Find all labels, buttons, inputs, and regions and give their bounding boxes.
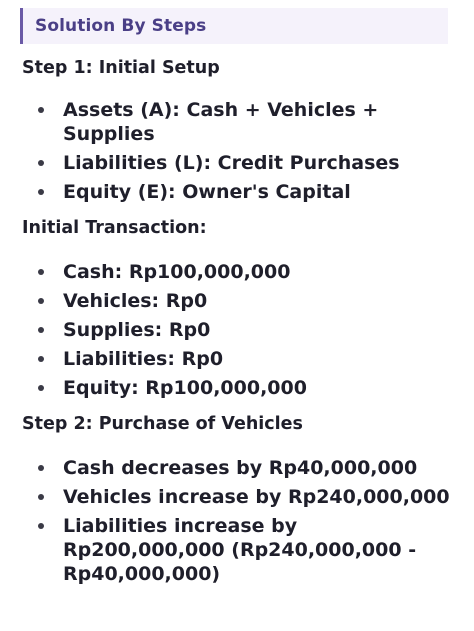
step2-list [22,456,462,586]
list-item [22,485,462,509]
list-item [22,347,462,371]
bullet-icon [38,523,44,529]
step1-heading: Step 1: Initial Setup [22,58,220,78]
list-item [22,289,462,313]
bullet-icon [38,107,44,113]
list-item [22,260,462,284]
solution-header [20,8,448,44]
initial-transaction-list [22,260,462,400]
list-item [22,318,462,342]
list-item [22,98,462,146]
bullet-icon [38,385,44,391]
list-item [22,514,462,586]
bullet-icon [38,356,44,362]
bullet-icon [38,465,44,471]
bullet-icon [38,327,44,333]
solution-content [22,58,462,591]
list-item-text: Equity: Rp100,000,000 [63,377,307,399]
bullet-icon [38,269,44,275]
list-item-text: Equity (E): Owner's Capital [63,181,351,203]
initial-transaction-heading: Initial Transaction: [22,218,207,238]
bullet-icon [38,189,44,195]
list-item-text: Supplies: Rp0 [63,319,211,341]
solution-title: Solution By Steps [35,16,207,36]
list-item-text: Vehicles: Rp0 [63,290,208,312]
list-item-text: Cash decreases by Rp40,000,000 [63,457,418,479]
step1-list [22,98,462,204]
bullet-icon [38,298,44,304]
list-item [22,456,462,480]
bullet-icon [38,494,44,500]
list-item-text: Cash: Rp100,000,000 [63,261,291,283]
list-item-text: Liabilities increase by Rp200,000,000 (Rp240,000,000 - Rp40,000,000) [63,515,417,585]
step2-heading: Step 2: Purchase of Vehicles [22,414,303,434]
list-item-text: Vehicles increase by Rp240,000,000 [63,486,450,508]
list-item [22,151,462,175]
bullet-icon [38,160,44,166]
list-item-text: Liabilities: Rp0 [63,348,224,370]
list-item-text: Assets (A): Cash + Vehicles + Supplies [63,99,379,145]
list-item-text: Liabilities (L): Credit Purchases [63,152,400,174]
list-item [22,376,462,400]
list-item [22,180,462,204]
